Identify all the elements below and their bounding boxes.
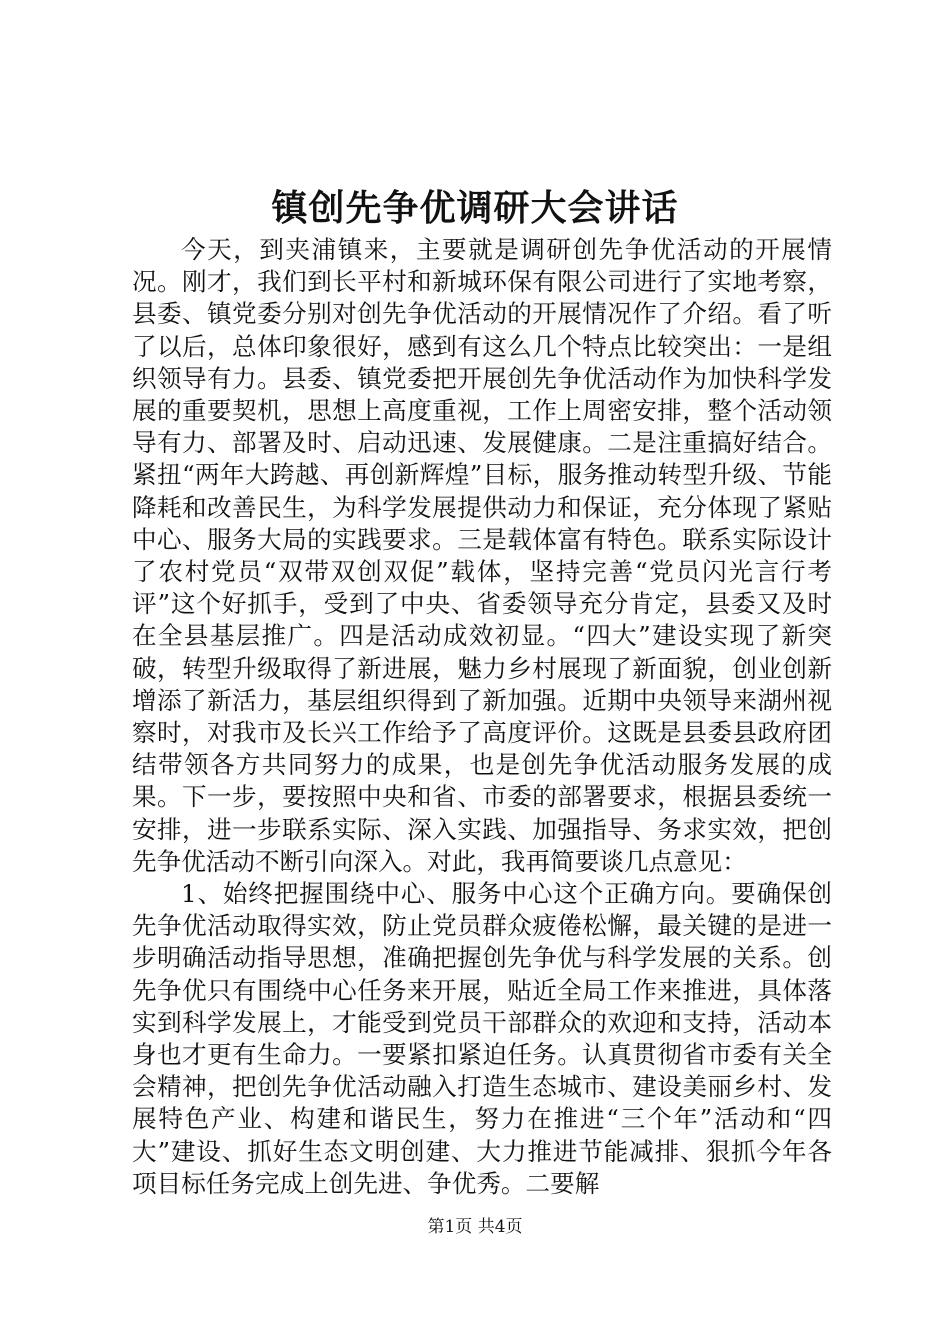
page-footer: 第1页 共4页	[427, 1217, 523, 1237]
document-body	[132, 234, 832, 1200]
document-title: 镇创先争优调研大会讲话	[271, 187, 679, 229]
paragraph: 今天，到夹浦镇来，主要就是调研创先争优活动的开展情况。刚才，我们到长平村和新城环保有限公司进行了实地考察，县委、镇党委分别对创先争优活动的开展情况作了介绍。看了听了以后，总体印象很好，感到有这么几个特点比较突出：一是组织领导有力。县委、镇党委把开展创先争优活动作为加快科学发展的重要契机，思想上高度重视，工作上周密安排，整个活动领导有力、部署及时、启动迅速、发展健康。二是注重搞好结合。紧扭“两年大跨越、再创新辉煌”目标，服务推动转型升级、节能降耗和改善民生，为科学发展提供动力和保证，充分体现了紧贴中心、服务大局的实践要求。三是载体富有特色。联系实际设计了农村党员“双带双创双促”载体，坚持完善“党员闪光言行考评”这个好抓手，受到了中央、省委领导充分肯定，县委又及时在全县基层推广。四是活动成效初显。“四大”建设实现了新突破，转型升级取得了新进展，魅力乡村展现了新面貌，创业创新增添了新活力，基层组织得到了新加强。近期中央领导来湖州视察时，对我市及长兴工作给予了高度评价。这既是县委县政府团结带领各方共同努力的成果，也是创先争优活动服务发展的成果。下一步，要按照中央和省、市委的部署要求，根据县委统一安排，进一步联系实际、深入实践、加强指导、务求实效，把创先争优活动不断引向深入。对此，我再简要谈几点意见：	[132, 235, 832, 876]
paragraph: 1、始终把握围绕中心、服务中心这个正确方向。要确保创先争优活动取得实效，防止党员群众疲倦松懈，最关键的是进一步明确活动指导思想，准确把握创先争优与科学发展的关系。创先争优只有围绕中心任务来开展，贴近全局工作来推进，具体落实到科学发展上，才能受到党员干部群众的欢迎和支持，活动本身也才更有生命力。一要紧扣紧迫任务。认真贯彻省市委有关全会精神，把创先争优活动融入打造生态城市、建设美丽乡村、发展特色产业、构建和谐民生，努力在推进“三个年”活动和“四大”建设、抓好生态文明创建、大力推进节能减排、狠抓今年各项目标任务完成上创先进、争优秀。二要解	[132, 879, 832, 1198]
